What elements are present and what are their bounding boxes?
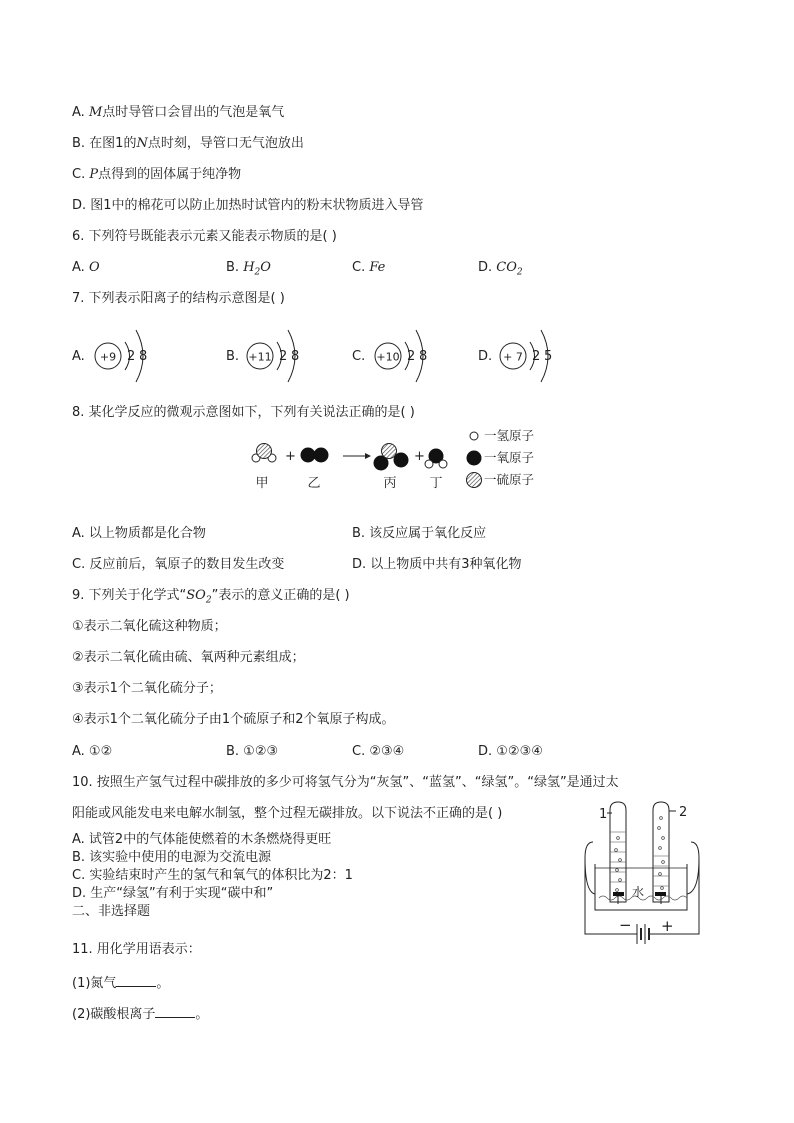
q6-option-d: D. $CO_2$ — [478, 260, 523, 278]
name-jia: 甲 — [255, 476, 269, 491]
q8-option-d: D. 以上物质中共有3种氧化物 — [352, 557, 522, 572]
q11-part2: (2)碳酸根离子 。 — [72, 1004, 208, 1024]
molecule-bing — [374, 444, 409, 471]
q5-option-c: C. P点得到的固体属于纯净物 — [72, 167, 242, 182]
q7-option-a-nucleus: +9 — [99, 350, 117, 364]
name-bing: 丙 — [383, 476, 397, 491]
q7-option-b-e2: 8 — [291, 349, 300, 364]
q7-stem: 7. 下列表示阳离子的结构示意图是( ) — [72, 291, 285, 306]
legend-sulfur: 一硫原子 — [484, 472, 535, 487]
q7-option-c-nucleus: +10 — [376, 350, 400, 364]
q7-option-c-diagram — [352, 330, 427, 382]
q6-option-b: B. $H_2O$ — [226, 260, 271, 278]
q9-option-c: C. ②③④ — [352, 744, 405, 759]
q7-option-b-nucleus: +11 — [248, 350, 272, 364]
legend-oxygen-symbol — [467, 451, 482, 466]
q9-item-1: ①表示二氧化硫这种物质； — [72, 619, 227, 634]
legend-sulfur-symbol — [467, 473, 482, 488]
q10-stem-line1: 10. 按照生产氢气过程中碳排放的多少可将氢气分为“灰氢”、“蓝氢”、“绿氢”。“绿氢”是通过太 — [72, 775, 619, 790]
q11-part1: (1)氮气 。 — [72, 973, 169, 993]
legend — [467, 428, 535, 488]
q8-reaction-diagram — [0, 424, 794, 496]
electrode-right — [655, 892, 666, 896]
tube-1-label: 1 — [599, 807, 608, 822]
q10-option-d: D. 生产“绿氢”有利于实现“碳中和” — [72, 886, 274, 901]
q6-stem: 6. 下列符号既能表示元素又能表示物质的是( ) — [72, 229, 337, 244]
answer-blank-2[interactable] — [155, 1004, 195, 1018]
q10-stem-line2: 阳能或风能发电来电解水制氢，整个过程无碳排放。以下说法不正确的是( ) — [72, 806, 503, 821]
q7-option-a-diagram — [72, 330, 147, 382]
q10-option-a: A. 试管2中的气体能使燃着的木条燃烧得更旺 — [72, 832, 332, 847]
q9-item-3: ③表示1个二氧化硫分子； — [72, 681, 222, 696]
q7-option-d-nucleus: + 7 — [503, 350, 523, 364]
q9-item-2: ②表示二氧化硫由硫、氧两种元素组成； — [72, 650, 305, 665]
name-ding: 丁 — [429, 476, 443, 491]
q5-option-a: A. M点时导管口会冒出的气泡是氧气 — [72, 105, 285, 120]
legend-hydrogen-symbol — [470, 432, 478, 440]
answer-blank-1[interactable] — [116, 973, 156, 987]
legend-oxygen: 一氧原子 — [484, 450, 535, 465]
q8-option-a: A. 以上物质都是化合物 — [72, 526, 206, 541]
q7-option-a-label: A. — [72, 349, 85, 364]
q8-option-c: C. 反应前后，氧原子的数目发生改变 — [72, 557, 285, 572]
q7-option-b-label: B. — [226, 349, 240, 364]
q7-option-b-diagram — [226, 330, 299, 382]
molecule-ding — [425, 449, 447, 469]
q7-option-b-e1: 2 — [279, 349, 288, 364]
q7-option-c-e1: 2 — [407, 349, 416, 364]
molecule-yi — [301, 448, 329, 463]
reaction-arrow — [343, 453, 371, 459]
q8-stem: 8. 某化学反应的微观示意图如下，下列有关说法正确的是( ) — [72, 405, 415, 420]
plus-1: + — [285, 449, 296, 464]
q7-option-a-e2: 8 — [139, 349, 148, 364]
q11-stem: 11. 用化学用语表示： — [72, 942, 201, 957]
q10-option-c: C. 实验结束时产生的氢气和氧气的体积比为2：1 — [72, 868, 353, 883]
water-label: 水 — [631, 885, 645, 899]
q7-ion-diagrams — [0, 318, 794, 394]
q5-option-d: D. 图1中的棉花可以防止加热时试管内的粉末状物质进入导管 — [72, 198, 424, 213]
q7-option-d-label: D. — [478, 349, 493, 364]
q9-option-d: D. ①②③④ — [478, 744, 543, 759]
legend-hydrogen: 一氢原子 — [484, 428, 535, 443]
molecule-jia — [252, 444, 276, 463]
tube-2-label: 2 — [679, 805, 688, 820]
battery-minus: − — [619, 916, 632, 934]
q8-option-b: B. 该反应属于氧化反应 — [352, 526, 487, 541]
q9-option-a: A. ①② — [72, 744, 113, 759]
q7-option-a-e1: 2 — [127, 349, 136, 364]
q7-option-d-e1: 2 — [532, 349, 541, 364]
q7-option-d-e2: 5 — [544, 349, 553, 364]
q10-option-b: B. 该实验中使用的电源为交流电源 — [72, 850, 272, 865]
section-heading: 二、非选择题 — [72, 904, 151, 919]
q6-option-a: A. O — [72, 260, 100, 275]
q9-stem: 9. 下列关于化学式“$SO_2$”表示的意义正确的是( ) — [72, 588, 350, 606]
q9-option-b: B. ①②③ — [226, 744, 279, 759]
name-yi: 乙 — [307, 476, 321, 491]
q6-option-c: C. Fe — [352, 260, 386, 275]
electrolysis-figure — [575, 798, 715, 954]
plus-2: + — [414, 449, 425, 464]
electrode-left — [613, 892, 624, 896]
battery-plus: + — [661, 917, 674, 935]
q7-option-c-label: C. — [352, 349, 366, 364]
q7-option-c-e2: 8 — [419, 349, 428, 364]
q9-item-4: ④表示1个二氧化硫分子由1个硫原子和2个氧原子构成。 — [72, 712, 395, 727]
q5-option-b: B. 在图1的N点时刻，导管口无气泡放出 — [72, 136, 304, 151]
q7-option-d-diagram — [478, 330, 552, 382]
